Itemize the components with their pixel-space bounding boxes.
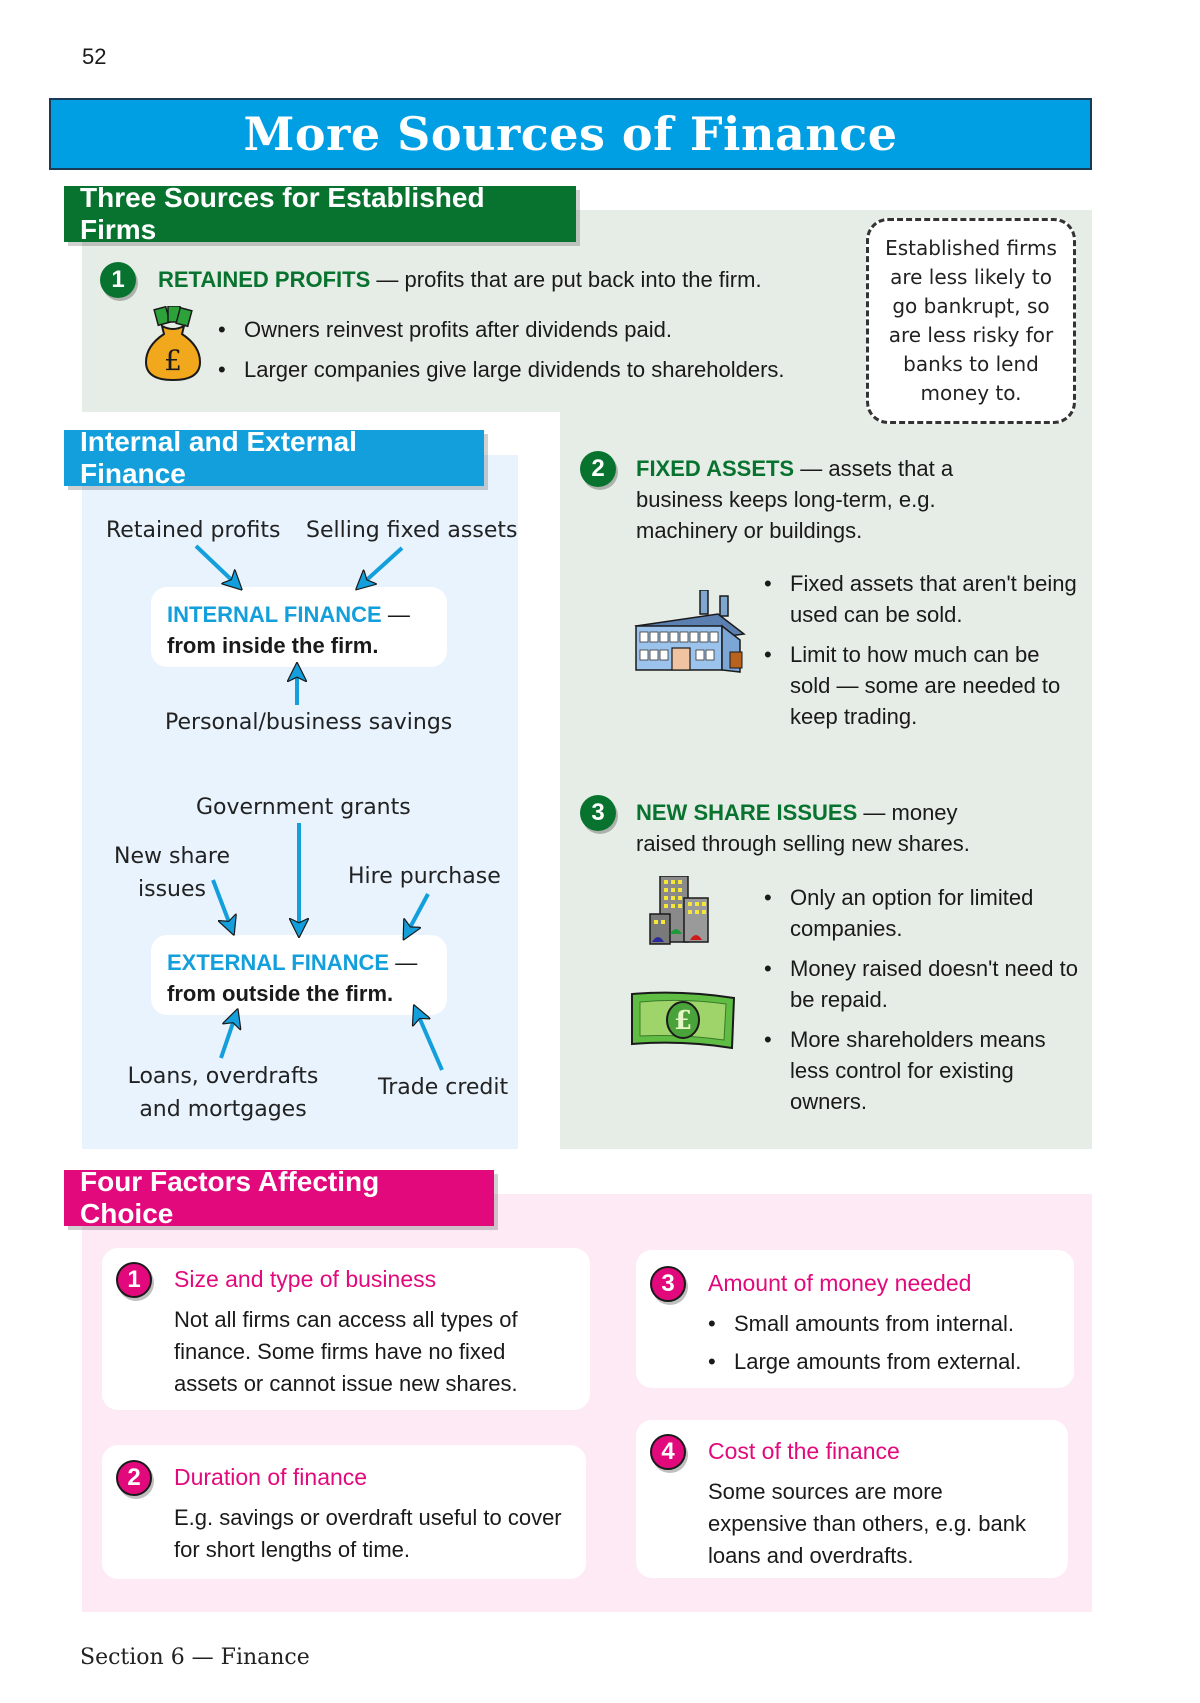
factor-title-3: Amount of money needed	[708, 1270, 972, 1296]
section-header-four-factors: Four Factors Affecting Choice	[64, 1170, 494, 1226]
factor-body-4: Some sources are more expensive than others, e.g. bank loans and overdrafts.	[708, 1479, 1026, 1568]
fixed-assets-keyword: FIXED ASSETS	[636, 456, 795, 481]
bullet-item: • Owners reinvest profits after dividends paid.	[214, 314, 854, 345]
section-header-internal-external: Internal and External Finance	[64, 430, 484, 486]
svg-text:£: £	[673, 1006, 693, 1036]
banknote-icon	[630, 990, 736, 1050]
factor-number-2: 2	[116, 1460, 152, 1496]
section-header-established-firms: Three Sources for Established Firms	[64, 186, 576, 242]
source-selling-fixed-assets: Selling fixed assets	[306, 518, 518, 543]
source-trade-credit: Trade credit	[378, 1075, 509, 1100]
internal-finance-keyword: INTERNAL FINANCE	[167, 602, 382, 627]
number-badge-1: 1	[100, 262, 136, 298]
retained-profits-text: — profits that are put back into the firm.	[376, 267, 762, 292]
external-finance-keyword: EXTERNAL FINANCE	[167, 950, 390, 975]
footer-section-label: Section 6 — Finance	[80, 1645, 310, 1670]
established-firms-note: Established firms are less likely to go bankrupt, so are less risky for banks to lend money to.	[866, 218, 1076, 424]
internal-finance-box	[151, 587, 447, 667]
bullet-item: • Large amounts from external.	[704, 1346, 1074, 1378]
number-badge-2: 2	[580, 451, 616, 487]
factor-title-2: Duration of finance	[174, 1464, 368, 1490]
factor-number-1: 1	[116, 1262, 152, 1298]
factor-body-1: Not all firms can access all types of finance. Some firms have no fixed assets or cannot issue new shares.	[174, 1307, 518, 1396]
factory-icon	[634, 590, 746, 674]
internal-finance-dash: —	[387, 602, 410, 627]
external-finance-dash: —	[395, 950, 418, 975]
fixed-assets-bullets	[760, 568, 1080, 732]
retained-profits-bullets	[214, 314, 854, 385]
source-new-share-issues: New share issues	[114, 844, 230, 902]
bullet-item: • Small amounts from internal.	[704, 1308, 1074, 1340]
external-finance-desc: from outside the firm.	[167, 981, 394, 1006]
page-number: 52	[82, 44, 107, 69]
source-personal-business-savings: Personal/business savings	[165, 710, 453, 735]
money-bag-icon	[142, 306, 204, 382]
number-badge-3: 3	[580, 795, 616, 831]
source-hire-purchase: Hire purchase	[348, 864, 501, 889]
page-title-bar	[49, 98, 1092, 170]
source-loans-overdrafts-mortgages: Loans, overdrafts and mortgages	[127, 1064, 319, 1122]
factor-bullets-3	[704, 1308, 1074, 1378]
source-retained-profits: Retained profits	[106, 518, 281, 543]
new-share-issues-text-rest: raised through selling new shares.	[636, 831, 970, 856]
bullet-item: • More shareholders means less control for existing owners.	[760, 1024, 1080, 1117]
factor-title-1: Size and type of business	[174, 1266, 437, 1292]
external-finance-box	[151, 935, 447, 1015]
source-government-grants: Government grants	[196, 795, 411, 820]
office-buildings-icon	[648, 876, 710, 948]
retained-profits-definition	[158, 264, 762, 295]
new-share-issues-keyword: NEW SHARE ISSUES	[636, 800, 858, 825]
factor-number-3: 3	[650, 1266, 686, 1302]
factor-title-4: Cost of the finance	[708, 1438, 900, 1464]
fixed-assets-definition	[636, 453, 996, 546]
retained-profits-keyword: RETAINED PROFITS	[158, 267, 371, 292]
new-share-issues-text: — money	[863, 800, 958, 825]
svg-text:£: £	[164, 344, 182, 377]
fixed-assets-text-rest: a business keeps long-term, e.g. machinery or buildings.	[636, 456, 954, 543]
factor-number-4: 4	[650, 1434, 686, 1470]
factor-body-2: E.g. savings or overdraft useful to cover for short lengths of time.	[174, 1505, 562, 1562]
bullet-item: • Limit to how much can be sold — some are needed to keep trading.	[760, 639, 1080, 732]
new-share-issues-bullets	[760, 882, 1080, 1117]
bullet-item: • Only an option for limited companies.	[760, 882, 1080, 944]
new-share-issues-definition	[636, 797, 1056, 859]
page-title: More Sources of Finance	[243, 107, 898, 161]
bullet-item: • Larger companies give large dividends to shareholders.	[214, 354, 854, 385]
fixed-assets-text: — assets that	[800, 456, 935, 481]
bullet-item: • Money raised doesn't need to be repaid.	[760, 953, 1080, 1015]
internal-finance-desc: from inside the firm.	[167, 633, 379, 658]
bullet-item: • Fixed assets that aren't being used can be sold.	[760, 568, 1080, 630]
